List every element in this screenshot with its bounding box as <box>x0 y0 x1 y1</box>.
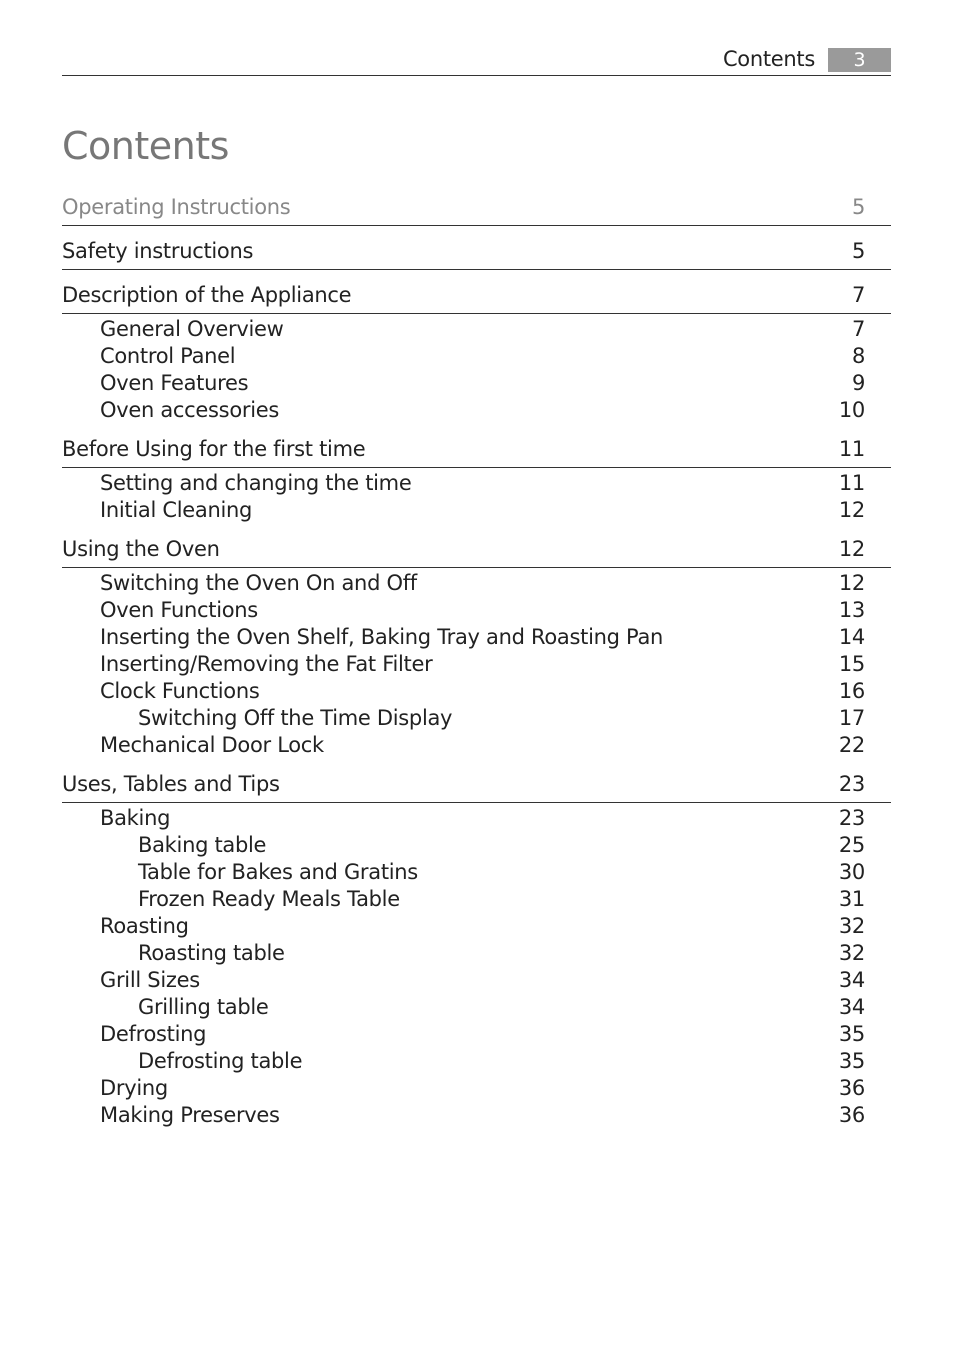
toc-entry-page: 34 <box>838 995 865 1019</box>
toc-entry[interactable] <box>62 705 891 732</box>
toc-entry-page: 11 <box>838 471 865 495</box>
toc-entry-page: 8 <box>851 344 865 368</box>
header-label: Contents <box>722 47 815 71</box>
toc-entry[interactable] <box>62 967 891 994</box>
toc-entry[interactable] <box>62 832 891 859</box>
toc-entry[interactable] <box>62 316 891 343</box>
toc-section-row[interactable] <box>62 531 891 568</box>
toc-entry-label: General Overview <box>100 317 284 341</box>
toc-section-page: 11 <box>838 437 865 461</box>
toc-entry-label: Oven Functions <box>100 598 258 622</box>
toc-entry[interactable] <box>62 397 891 424</box>
toc-section-label: Using the Oven <box>62 537 220 561</box>
toc-entry-label: Setting and changing the time <box>100 471 412 495</box>
toc-entry-page: 17 <box>838 706 865 730</box>
toc-entry[interactable] <box>62 470 891 497</box>
toc-entry-page: 25 <box>838 833 865 857</box>
toc-entry-label: Baking table <box>138 833 267 857</box>
toc-entry-page: 12 <box>838 498 865 522</box>
toc-entry-page: 32 <box>838 941 865 965</box>
toc-entry[interactable] <box>62 1048 891 1075</box>
toc-entry-label: Oven Features <box>100 371 249 395</box>
toc-entry[interactable] <box>62 940 891 967</box>
toc-section-row[interactable] <box>62 766 891 803</box>
page-title: Contents <box>62 124 229 168</box>
toc-section-page: 7 <box>851 283 865 307</box>
toc-entry-label: Roasting table <box>138 941 285 965</box>
toc-section-label: Operating Instructions <box>62 195 291 219</box>
toc-entry-page: 23 <box>838 806 865 830</box>
toc-entry[interactable] <box>62 913 891 940</box>
toc-section-page: 5 <box>851 239 865 263</box>
toc-entry-page: 13 <box>838 598 865 622</box>
toc-section-row[interactable] <box>62 189 891 226</box>
toc-entry-label: Drying <box>100 1076 168 1100</box>
toc-entry-page: 22 <box>838 733 865 757</box>
toc-entry-label: Switching the Oven On and Off <box>100 571 417 595</box>
toc-subsection-list <box>62 314 891 424</box>
toc-entry-label: Making Preserves <box>100 1103 280 1127</box>
toc-entry[interactable] <box>62 570 891 597</box>
toc-entry[interactable] <box>62 805 891 832</box>
toc-section-label: Before Using for the first time <box>62 437 366 461</box>
toc-entry[interactable] <box>62 1075 891 1102</box>
toc-entry-label: Grill Sizes <box>100 968 200 992</box>
toc-entry-page: 35 <box>838 1022 865 1046</box>
toc-section-page: 12 <box>838 537 865 561</box>
toc-entry-page: 30 <box>838 860 865 884</box>
toc-section-page: 5 <box>851 195 865 219</box>
toc-entry[interactable] <box>62 678 891 705</box>
toc-section-row[interactable] <box>62 431 891 468</box>
toc-entry[interactable] <box>62 886 891 913</box>
toc-entry-label: Oven accessories <box>100 398 280 422</box>
toc-entry-page: 36 <box>838 1103 865 1127</box>
toc-entry[interactable] <box>62 597 891 624</box>
toc-subsection-list <box>62 468 891 524</box>
toc-subsection-list <box>62 803 891 1129</box>
toc-entry[interactable] <box>62 497 891 524</box>
toc-entry-page: 34 <box>838 968 865 992</box>
toc-entry-page: 36 <box>838 1076 865 1100</box>
toc-entry[interactable] <box>62 994 891 1021</box>
toc-entry-label: Inserting the Oven Shelf, Baking Tray and Roasting Pan <box>100 625 664 649</box>
toc-entry-label: Control Panel <box>100 344 236 368</box>
page-number-badge: 3 <box>828 48 891 72</box>
toc-section-label: Safety instructions <box>62 239 254 263</box>
toc-entry-label: Baking <box>100 806 171 830</box>
toc-entry[interactable] <box>62 343 891 370</box>
toc-entry-label: Roasting <box>100 914 189 938</box>
page-header <box>62 46 891 76</box>
toc-section-label: Description of the Appliance <box>62 283 352 307</box>
toc-entry-label: Defrosting <box>100 1022 207 1046</box>
toc-entry[interactable] <box>62 1102 891 1129</box>
toc-section-label: Uses, Tables and Tips <box>62 772 280 796</box>
toc-entry-page: 9 <box>851 371 865 395</box>
toc-section-row[interactable] <box>62 233 891 270</box>
toc-section-row[interactable] <box>62 277 891 314</box>
toc-entry-page: 16 <box>838 679 865 703</box>
toc-entry[interactable] <box>62 1021 891 1048</box>
toc-entry-label: Table for Bakes and Gratins <box>138 860 418 884</box>
toc-entry-label: Inserting/Removing the Fat Filter <box>100 652 433 676</box>
toc-entry[interactable] <box>62 651 891 678</box>
toc-entry[interactable] <box>62 732 891 759</box>
toc-entry-page: 15 <box>838 652 865 676</box>
table-of-contents <box>62 189 891 1129</box>
toc-entry-page: 10 <box>838 398 865 422</box>
toc-entry-page: 12 <box>838 571 865 595</box>
toc-entry-page: 14 <box>838 625 865 649</box>
toc-entry-page: 7 <box>851 317 865 341</box>
toc-entry-page: 32 <box>838 914 865 938</box>
toc-entry[interactable] <box>62 859 891 886</box>
toc-entry-label: Mechanical Door Lock <box>100 733 324 757</box>
toc-entry-label: Frozen Ready Meals Table <box>138 887 400 911</box>
toc-entry-label: Defrosting table <box>138 1049 303 1073</box>
toc-entry-page: 31 <box>838 887 865 911</box>
toc-entry[interactable] <box>62 370 891 397</box>
toc-entry-label: Clock Functions <box>100 679 260 703</box>
toc-entry[interactable] <box>62 624 891 651</box>
toc-entry-label: Switching Off the Time Display <box>138 706 453 730</box>
toc-entry-label: Grilling table <box>138 995 269 1019</box>
toc-section-page: 23 <box>838 772 865 796</box>
toc-subsection-list <box>62 568 891 759</box>
toc-entry-page: 35 <box>838 1049 865 1073</box>
toc-entry-label: Initial Cleaning <box>100 498 253 522</box>
